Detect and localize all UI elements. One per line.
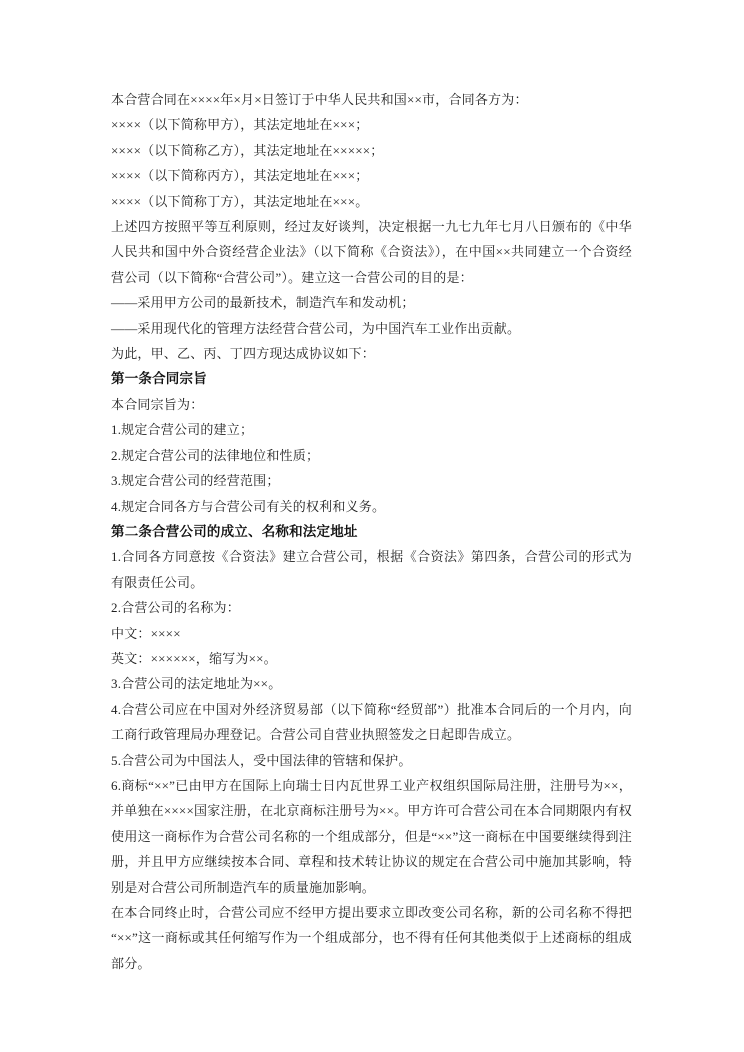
article-2-item-3: 3.合营公司的法定地址为××。 bbox=[111, 676, 282, 692]
article-2-item-2: 2.合营公司的名称为： bbox=[111, 600, 240, 616]
party-d-line: ××××（以下简称丁方），其法定地址在×××。 bbox=[111, 193, 369, 209]
article-1-intro: 本合同宗旨为： bbox=[111, 396, 204, 412]
agreement-lead-in: 为此，甲、乙、丙、丁四方现达成协议如下： bbox=[111, 346, 376, 362]
company-name-chinese: 中文：×××× bbox=[111, 625, 181, 641]
article-2-item-5: 5.合营公司为中国法人，受中国法律的管辖和保护。 bbox=[111, 752, 412, 768]
preamble-paragraph: 上述四方按照平等互利原则，经过友好谈判，决定根据一九七九年七月八日颁布的《中华人民共和国中外合资经营企业法》（以下简称《合资法》），在中国××共同建立一个合资经营公司（以下简称“合营公司”）。建立这一合营公司的目的是： bbox=[111, 219, 632, 285]
article-1-item-1: 1.规定合营公司的建立； bbox=[111, 422, 254, 438]
article-1-item-4: 4.规定合同各方与合营公司有关的权利和义务。 bbox=[111, 498, 386, 514]
intro-line: 本合营合同在××××年×月×日签订于中华人民共和国××市，合同各方为： bbox=[111, 92, 528, 107]
article-1-heading: 第一条合同宗旨 bbox=[111, 371, 207, 387]
party-a-line: ××××（以下简称甲方），其法定地址在×××； bbox=[111, 117, 369, 133]
article-2-item-6: 6.商标“××”已由甲方在国际上向瑞士日内瓦世界工业产权组织国际局注册，注册号为××，并单独在××××国家注册，在北京商标注册号为××。甲方许可合营公司在本合同期限内有权使用这一商标作为合营公司名称的一个组成部分，但是“××”这一商标在中国要继续得到注册，并且甲方应继续按本合同、章程和技术转让协议的规定在合营公司中施加其影响，特别是对合营公司所制造汽车的质量施加影响。 bbox=[111, 777, 632, 895]
purpose-item-1: ——采用甲方公司的最新技术，制造汽车和发动机； bbox=[111, 295, 415, 311]
article-2-item-4: 4.合营公司应在中国对外经济贸易部（以下简称“经贸部”）批准本合同后的一个月内，向工商行政管理局办理登记。合营公司自营业执照签发之日起即告成立。 bbox=[111, 701, 632, 743]
party-c-line: ××××（以下简称丙方），其法定地址在×××； bbox=[111, 168, 369, 184]
purpose-item-2: ——采用现代化的管理方法经营合营公司，为中国汽车工业作出贡献。 bbox=[111, 320, 521, 336]
contract-body bbox=[111, 87, 632, 976]
article-2-item-1: 1.合同各方同意按《合资法》建立合营公司，根据《合资法》第四条，合营公司的形式为有限责任公司。 bbox=[111, 549, 632, 590]
company-name-english: 英文：××××××，缩写为××。 bbox=[111, 650, 277, 666]
article-2-item-6-continued: 在本合同终止时，合营公司应不经甲方提出要求立即改变公司名称，新的公司名称不得把“××”这一商标或其任何缩写作为一个组成部分，也不得有任何其他类似于上述商标的组成部分。 bbox=[111, 905, 632, 971]
article-1-item-2: 2.规定合营公司的法律地位和性质； bbox=[111, 447, 320, 463]
party-b-line: ××××（以下简称乙方），其法定地址在×××××； bbox=[111, 142, 384, 158]
article-2-heading: 第二条合营公司的成立、名称和法定地址 bbox=[111, 523, 358, 539]
article-1-item-3: 3.规定合营公司的经营范围； bbox=[111, 473, 280, 489]
